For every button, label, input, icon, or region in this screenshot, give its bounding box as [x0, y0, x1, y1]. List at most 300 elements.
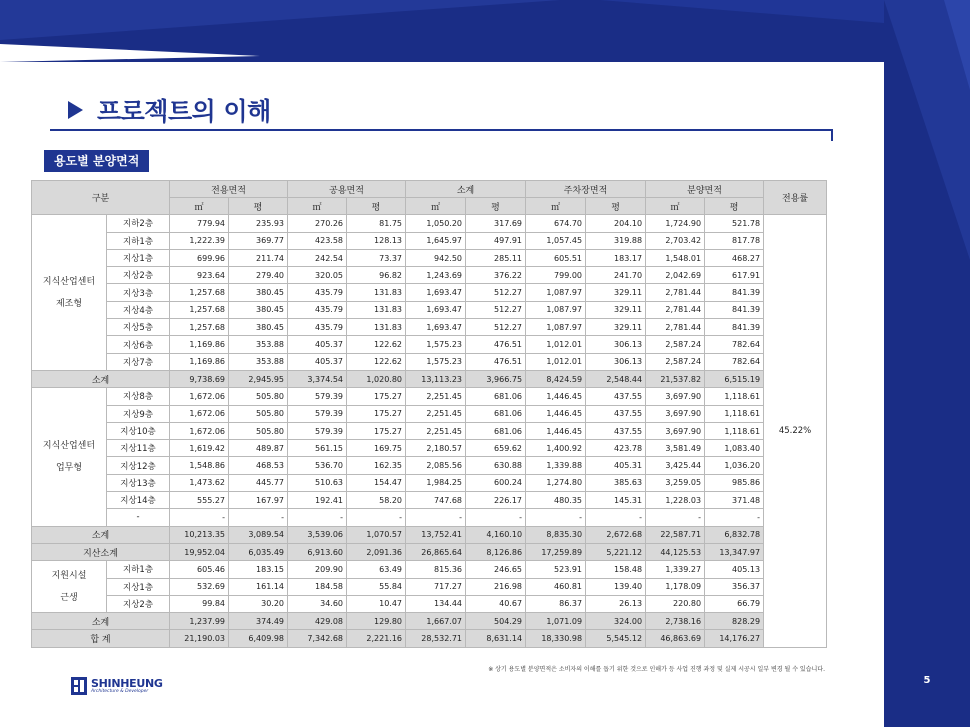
area-value-cell: 380.45	[229, 301, 288, 318]
area-value-cell: 1,984.25	[406, 474, 466, 491]
area-value-cell: 2,703.42	[646, 232, 705, 249]
unit-pyeong: 평	[229, 198, 288, 215]
area-value-cell: 1,228.03	[646, 492, 705, 509]
area-value-cell: 489.87	[229, 440, 288, 457]
area-value-cell: 1,446.45	[526, 405, 586, 422]
area-value-cell: 241.70	[586, 267, 646, 284]
area-value-cell: 235.93	[229, 215, 288, 232]
area-value-cell: 2,738.16	[646, 613, 705, 630]
area-table-body	[32, 215, 827, 647]
unit-m2: ㎡	[288, 198, 347, 215]
unit-m2: ㎡	[170, 198, 229, 215]
area-value-cell: 10,213.35	[170, 526, 229, 543]
unit-pyeong: 평	[586, 198, 646, 215]
area-value-cell: 1,575.23	[406, 353, 466, 370]
area-value-cell: 1,446.45	[526, 422, 586, 439]
right-decorative-band	[884, 0, 970, 727]
area-value-cell: 99.84	[170, 595, 229, 612]
area-value-cell: 828.29	[705, 613, 764, 630]
floor-label: 지상7층	[107, 353, 170, 370]
area-value-cell: 1,693.47	[406, 284, 466, 301]
page-title: 프로젝트의 이해	[97, 97, 271, 126]
area-value-cell: 2,042.69	[646, 267, 705, 284]
area-value-cell: 66.79	[705, 595, 764, 612]
area-value-cell: 26,865.64	[406, 543, 466, 560]
triangle-bullet-icon	[68, 101, 83, 119]
area-value-cell: 220.80	[646, 595, 705, 612]
group-label: 지식산업센터 제조형	[32, 215, 107, 371]
header-parking-area: 주차장면적	[526, 181, 646, 198]
area-value-cell: 285.11	[466, 249, 526, 266]
unit-pyeong: 평	[347, 198, 406, 215]
area-value-cell: 405.37	[288, 353, 347, 370]
area-value-cell: 14,176.27	[705, 630, 764, 647]
floor-label: 지상2층	[107, 267, 170, 284]
area-value-cell: 512.27	[466, 319, 526, 336]
area-value-cell: 3,374.54	[288, 370, 347, 387]
area-value-cell: 8,835.30	[526, 526, 586, 543]
area-value-cell: 192.41	[288, 492, 347, 509]
area-value-cell: 435.79	[288, 301, 347, 318]
area-value-cell: 242.54	[288, 249, 347, 266]
page-title-block	[68, 92, 271, 128]
area-value-cell: 435.79	[288, 284, 347, 301]
area-value-cell: 145.31	[586, 492, 646, 509]
area-value-cell: 1,693.47	[406, 319, 466, 336]
area-value-cell: 353.88	[229, 336, 288, 353]
table-row	[32, 561, 827, 578]
area-value-cell: 2,085.56	[406, 457, 466, 474]
area-value-cell: 169.75	[347, 440, 406, 457]
table-row	[32, 388, 827, 405]
area-value-cell: 216.98	[466, 578, 526, 595]
area-value-cell: 6,409.98	[229, 630, 288, 647]
area-value-cell: 2,587.24	[646, 353, 705, 370]
area-value-cell: 131.83	[347, 301, 406, 318]
area-value-cell: 681.06	[466, 422, 526, 439]
floor-label: 지상6층	[107, 336, 170, 353]
area-value-cell: 2,672.68	[586, 526, 646, 543]
area-value-cell: 1,118.61	[705, 405, 764, 422]
table-row	[32, 336, 827, 353]
area-value-cell: 226.17	[466, 492, 526, 509]
exclusive-rate-value: 45.22%	[764, 215, 827, 647]
area-value-cell: 13,113.23	[406, 370, 466, 387]
area-value-cell: 8,126.86	[466, 543, 526, 560]
area-value-cell: 1,473.62	[170, 474, 229, 491]
area-value-cell: 2,251.45	[406, 405, 466, 422]
unit-m2: ㎡	[526, 198, 586, 215]
area-value-cell: -	[347, 509, 406, 526]
area-value-cell: 505.80	[229, 422, 288, 439]
area-value-cell: 374.49	[229, 613, 288, 630]
area-value-cell: 3,697.90	[646, 422, 705, 439]
area-value-cell: 1,672.06	[170, 422, 229, 439]
area-value-cell: 504.29	[466, 613, 526, 630]
floor-label: 지하2층	[107, 215, 170, 232]
area-value-cell: 1,724.90	[646, 215, 705, 232]
area-value-cell: 2,781.44	[646, 301, 705, 318]
area-value-cell: 353.88	[229, 353, 288, 370]
header-subtotal: 소계	[406, 181, 526, 198]
area-value-cell: 154.47	[347, 474, 406, 491]
table-row	[32, 319, 827, 336]
area-value-cell: 476.51	[466, 353, 526, 370]
area-value-cell: 1,012.01	[526, 336, 586, 353]
area-value-cell: 429.08	[288, 613, 347, 630]
company-logo	[71, 677, 163, 695]
area-value-cell: 44,125.53	[646, 543, 705, 560]
area-value-cell: 4,160.10	[466, 526, 526, 543]
area-value-cell: 405.37	[288, 336, 347, 353]
area-value-cell: 1,257.68	[170, 284, 229, 301]
area-value-cell: 437.55	[586, 422, 646, 439]
subtotal-row	[32, 526, 827, 543]
subtotal-label: 소계	[32, 526, 170, 543]
area-value-cell: 1,575.23	[406, 336, 466, 353]
header-sale-area: 분양면적	[646, 181, 764, 198]
area-value-cell: 329.11	[586, 319, 646, 336]
area-value-cell: 21,537.82	[646, 370, 705, 387]
area-value-cell: 2,945.95	[229, 370, 288, 387]
area-value-cell: 681.06	[466, 388, 526, 405]
area-value-cell: 1,693.47	[406, 301, 466, 318]
area-value-cell: 17,259.89	[526, 543, 586, 560]
group-label: 지원시설 근생	[32, 561, 107, 613]
area-value-cell: 161.14	[229, 578, 288, 595]
table-row	[32, 440, 827, 457]
header-exclusive-rate: 전용률	[764, 181, 827, 215]
area-value-cell: 329.11	[586, 284, 646, 301]
table-row	[32, 578, 827, 595]
area-value-cell: 320.05	[288, 267, 347, 284]
area-value-cell: 2,251.45	[406, 422, 466, 439]
area-value-cell: 2,781.44	[646, 319, 705, 336]
area-value-cell: 96.82	[347, 267, 406, 284]
area-value-cell: 985.86	[705, 474, 764, 491]
floor-label: 지상10층	[107, 422, 170, 439]
area-value-cell: 21,190.03	[170, 630, 229, 647]
area-value-cell: 204.10	[586, 215, 646, 232]
area-value-cell: 1,257.68	[170, 301, 229, 318]
table-row	[32, 405, 827, 422]
area-value-cell: 476.51	[466, 336, 526, 353]
table-row	[32, 215, 827, 232]
grand-total-row	[32, 630, 827, 647]
area-value-cell: 129.80	[347, 613, 406, 630]
area-value-cell: 369.77	[229, 232, 288, 249]
area-value-cell: 532.69	[170, 578, 229, 595]
area-value-cell: 46,863.69	[646, 630, 705, 647]
area-value-cell: 3,425.44	[646, 457, 705, 474]
area-value-cell: 815.36	[406, 561, 466, 578]
table-row	[32, 474, 827, 491]
table-row	[32, 422, 827, 439]
area-value-cell: 779.94	[170, 215, 229, 232]
area-value-cell: 380.45	[229, 319, 288, 336]
area-value-cell: 183.17	[586, 249, 646, 266]
area-value-cell: 561.15	[288, 440, 347, 457]
area-value-cell: 600.24	[466, 474, 526, 491]
area-value-cell: 18,330.98	[526, 630, 586, 647]
area-value-cell: 1,169.86	[170, 353, 229, 370]
area-value-cell: 3,539.06	[288, 526, 347, 543]
area-value-cell: 329.11	[586, 301, 646, 318]
area-value-cell: 1,619.42	[170, 440, 229, 457]
area-value-cell: 923.64	[170, 267, 229, 284]
area-value-cell: 1,178.09	[646, 578, 705, 595]
table-row	[32, 301, 827, 318]
title-underline	[50, 129, 833, 131]
area-value-cell: 246.65	[466, 561, 526, 578]
area-value-cell: 1,083.40	[705, 440, 764, 457]
area-value-cell: 2,587.24	[646, 336, 705, 353]
area-value-cell: 134.44	[406, 595, 466, 612]
area-value-cell: 5,221.12	[586, 543, 646, 560]
area-value-cell: 468.53	[229, 457, 288, 474]
area-value-cell: 423.58	[288, 232, 347, 249]
area-value-cell: 3,697.90	[646, 405, 705, 422]
area-value-cell: 1,118.61	[705, 388, 764, 405]
area-value-cell: 6,832.78	[705, 526, 764, 543]
area-value-cell: 376.22	[466, 267, 526, 284]
area-value-cell: 26.13	[586, 595, 646, 612]
floor-label: 지상5층	[107, 319, 170, 336]
table-row	[32, 267, 827, 284]
area-value-cell: -	[288, 509, 347, 526]
floor-label: 지상9층	[107, 405, 170, 422]
unit-pyeong: 평	[466, 198, 526, 215]
area-value-cell: -	[705, 509, 764, 526]
area-value-cell: 319.88	[586, 232, 646, 249]
floor-label: 지상13층	[107, 474, 170, 491]
table-row	[32, 249, 827, 266]
unit-pyeong: 평	[705, 198, 764, 215]
area-value-cell: 175.27	[347, 405, 406, 422]
area-value-cell: 1,036.20	[705, 457, 764, 474]
area-value-cell: 306.13	[586, 336, 646, 353]
area-value-cell: -	[229, 509, 288, 526]
area-value-cell: 605.51	[526, 249, 586, 266]
area-value-cell: 2,091.36	[347, 543, 406, 560]
floor-label: 지하1층	[107, 232, 170, 249]
area-value-cell: 1,274.80	[526, 474, 586, 491]
area-value-cell: 1,339.27	[646, 561, 705, 578]
area-value-cell: 405.13	[705, 561, 764, 578]
area-value-cell: 510.63	[288, 474, 347, 491]
logo-tagline: Architecture & Developer	[91, 688, 149, 694]
area-value-cell: -	[170, 509, 229, 526]
floor-label: 지상4층	[107, 301, 170, 318]
area-value-cell: 55.84	[347, 578, 406, 595]
subtotal-row	[32, 370, 827, 387]
floor-label: -	[107, 509, 170, 526]
group-label: 지식산업센터 업무형	[32, 388, 107, 526]
area-value-cell: 579.39	[288, 405, 347, 422]
area-value-cell: 747.68	[406, 492, 466, 509]
unit-m2: ㎡	[646, 198, 705, 215]
area-value-cell: 81.75	[347, 215, 406, 232]
area-value-cell: 73.37	[347, 249, 406, 266]
area-value-cell: 2,548.44	[586, 370, 646, 387]
subtotal-row	[32, 613, 827, 630]
area-value-cell: 1,222.39	[170, 232, 229, 249]
area-value-cell: 122.62	[347, 336, 406, 353]
area-value-cell: 317.69	[466, 215, 526, 232]
area-value-cell: 1,339.88	[526, 457, 586, 474]
area-value-cell: 371.48	[705, 492, 764, 509]
area-value-cell: 63.49	[347, 561, 406, 578]
area-value-cell: 942.50	[406, 249, 466, 266]
area-value-cell: 1,057.45	[526, 232, 586, 249]
table-row	[32, 232, 827, 249]
area-value-cell: 211.74	[229, 249, 288, 266]
area-value-cell: 13,752.41	[406, 526, 466, 543]
area-value-cell: 175.27	[347, 388, 406, 405]
area-value-cell: 1,672.06	[170, 405, 229, 422]
area-value-cell: 2,781.44	[646, 284, 705, 301]
area-value-cell: 1,243.69	[406, 267, 466, 284]
area-value-cell: 674.70	[526, 215, 586, 232]
unit-m2: ㎡	[406, 198, 466, 215]
floor-label: 지상3층	[107, 284, 170, 301]
floor-label: 지상14층	[107, 492, 170, 509]
area-value-cell: 184.58	[288, 578, 347, 595]
area-value-cell: 6,515.19	[705, 370, 764, 387]
area-value-cell: 209.90	[288, 561, 347, 578]
area-value-cell: 405.31	[586, 457, 646, 474]
area-value-cell: 2,180.57	[406, 440, 466, 457]
area-value-cell: -	[646, 509, 705, 526]
area-value-cell: 497.91	[466, 232, 526, 249]
table-header-row	[32, 181, 827, 198]
area-value-cell: 445.77	[229, 474, 288, 491]
area-value-cell: 1,645.97	[406, 232, 466, 249]
area-value-cell: 1,050.20	[406, 215, 466, 232]
area-value-cell: 1,118.61	[705, 422, 764, 439]
area-value-cell: 717.27	[406, 578, 466, 595]
floor-label: 지상2층	[107, 595, 170, 612]
area-value-cell: 505.80	[229, 405, 288, 422]
area-value-cell: -	[526, 509, 586, 526]
area-value-cell: 1,237.99	[170, 613, 229, 630]
subtotal-label: 지산소계	[32, 543, 170, 560]
area-value-cell: 605.46	[170, 561, 229, 578]
area-value-cell: -	[406, 509, 466, 526]
area-value-cell: 841.39	[705, 301, 764, 318]
area-value-cell: 521.78	[705, 215, 764, 232]
area-value-cell: 324.00	[586, 613, 646, 630]
area-value-cell: 782.64	[705, 336, 764, 353]
area-value-cell: 158.48	[586, 561, 646, 578]
shinheung-logo-icon	[71, 677, 87, 695]
area-value-cell: 380.45	[229, 284, 288, 301]
area-value-cell: 505.80	[229, 388, 288, 405]
area-value-cell: 10.47	[347, 595, 406, 612]
area-value-cell: 1,672.06	[170, 388, 229, 405]
area-value-cell: 841.39	[705, 319, 764, 336]
area-value-cell: 1,446.45	[526, 388, 586, 405]
floor-label: 지상11층	[107, 440, 170, 457]
title-underline-tick	[831, 129, 833, 141]
header-exclusive-area: 전용면적	[170, 181, 288, 198]
area-value-cell: 630.88	[466, 457, 526, 474]
area-value-cell: 3,581.49	[646, 440, 705, 457]
area-value-cell: 512.27	[466, 284, 526, 301]
area-value-cell: 1,020.80	[347, 370, 406, 387]
area-value-cell: 8,631.14	[466, 630, 526, 647]
area-value-cell: 279.40	[229, 267, 288, 284]
area-value-cell: 34.60	[288, 595, 347, 612]
subtotal-label: 소계	[32, 370, 170, 387]
area-value-cell: 2,221.16	[347, 630, 406, 647]
header-common-area: 공용면적	[288, 181, 406, 198]
area-value-cell: 270.26	[288, 215, 347, 232]
site-subtotal-row	[32, 543, 827, 560]
area-value-cell: 617.91	[705, 267, 764, 284]
area-value-cell: 659.62	[466, 440, 526, 457]
area-value-cell: 841.39	[705, 284, 764, 301]
area-value-cell: 3,697.90	[646, 388, 705, 405]
area-value-cell: 306.13	[586, 353, 646, 370]
area-value-cell: 40.67	[466, 595, 526, 612]
floor-label: 지상12층	[107, 457, 170, 474]
table-row	[32, 353, 827, 370]
area-value-cell: 460.81	[526, 578, 586, 595]
area-value-cell: 6,035.49	[229, 543, 288, 560]
area-value-cell: 579.39	[288, 422, 347, 439]
area-value-cell: 1,548.01	[646, 249, 705, 266]
area-value-cell: 480.35	[526, 492, 586, 509]
table-row	[32, 284, 827, 301]
section-label: 용도별 분양면적	[44, 150, 149, 172]
area-value-cell: 512.27	[466, 301, 526, 318]
area-value-cell: 555.27	[170, 492, 229, 509]
area-value-cell: 131.83	[347, 284, 406, 301]
area-value-cell: 3,089.54	[229, 526, 288, 543]
area-value-cell: 437.55	[586, 388, 646, 405]
area-value-cell: 22,587.71	[646, 526, 705, 543]
area-value-cell: 536.70	[288, 457, 347, 474]
area-value-cell: 183.15	[229, 561, 288, 578]
area-value-cell: 2,251.45	[406, 388, 466, 405]
area-value-cell: 681.06	[466, 405, 526, 422]
area-value-cell: 175.27	[347, 422, 406, 439]
area-value-cell: 9,738.69	[170, 370, 229, 387]
area-value-cell: 86.37	[526, 595, 586, 612]
area-value-cell: 468.27	[705, 249, 764, 266]
area-value-cell: 128.13	[347, 232, 406, 249]
area-value-cell: 1,667.07	[406, 613, 466, 630]
area-value-cell: 7,342.68	[288, 630, 347, 647]
table-row	[32, 595, 827, 612]
area-value-cell: 1,071.09	[526, 613, 586, 630]
subtotal-label: 소계	[32, 613, 170, 630]
area-value-cell: 579.39	[288, 388, 347, 405]
area-value-cell: 8,424.59	[526, 370, 586, 387]
area-value-cell: 385.63	[586, 474, 646, 491]
area-value-cell: 3,966.75	[466, 370, 526, 387]
floor-label: 지상1층	[107, 578, 170, 595]
table-row	[32, 457, 827, 474]
area-value-cell: 437.55	[586, 405, 646, 422]
area-value-cell: 58.20	[347, 492, 406, 509]
area-value-cell: 13,347.97	[705, 543, 764, 560]
table-row	[32, 509, 827, 526]
page-number: 5	[923, 675, 931, 686]
floor-label: 지하1층	[107, 561, 170, 578]
area-value-cell: -	[466, 509, 526, 526]
